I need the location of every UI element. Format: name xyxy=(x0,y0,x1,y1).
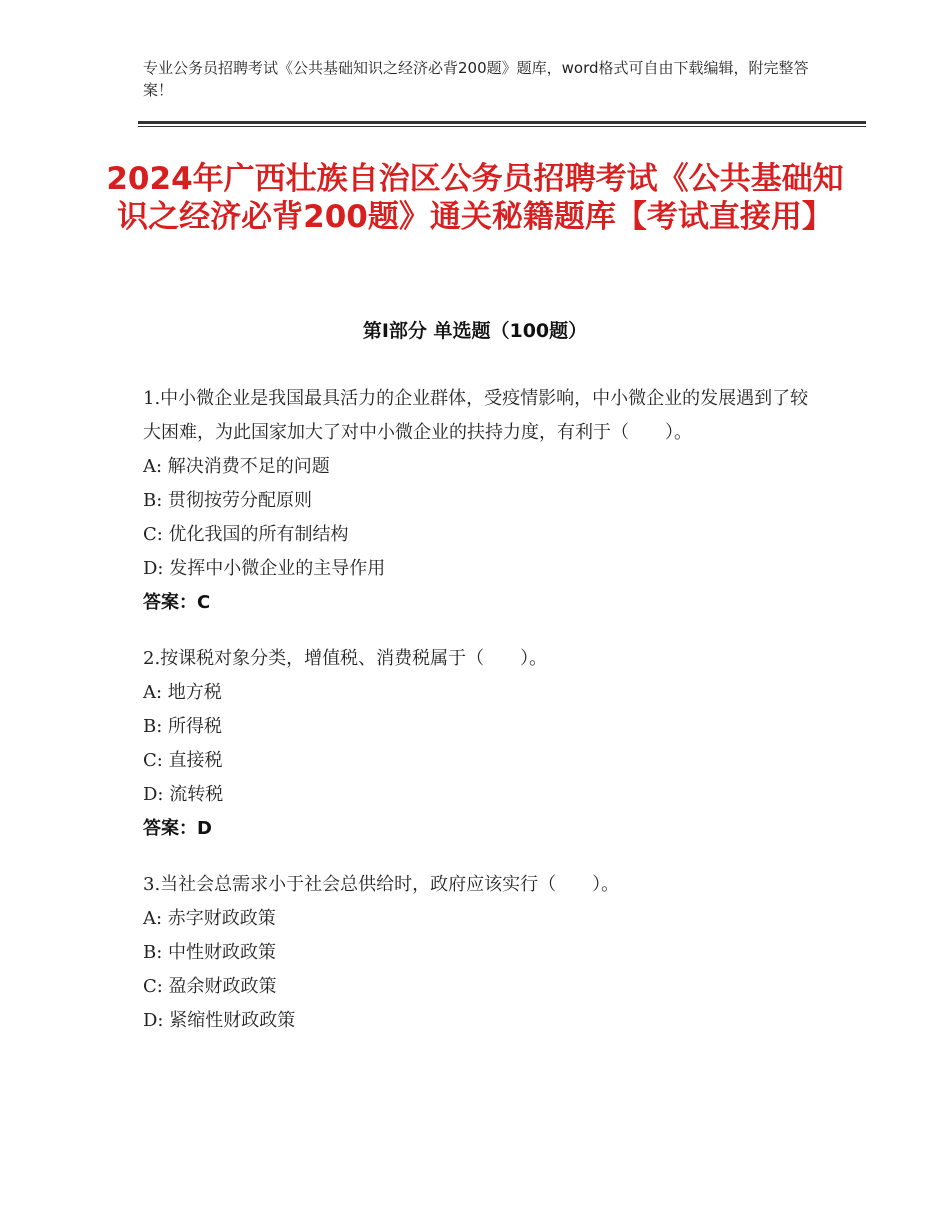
option-b: B: 贯彻按劳分配原则 xyxy=(143,490,313,511)
header-rule-thick xyxy=(138,121,866,124)
question-1 xyxy=(143,382,823,620)
option-a: A: 赤字财政政策 xyxy=(143,908,276,929)
question-stem: 3.当社会总需求小于社会总供给时，政府应该实行（ ）。 xyxy=(143,874,620,895)
answer: 答案：C xyxy=(143,592,211,613)
option-b: B: 所得税 xyxy=(143,716,223,737)
question-list xyxy=(143,382,823,1060)
option-d: D: 紧缩性财政政策 xyxy=(143,1010,296,1031)
option-c: C: 盈余财政政策 xyxy=(143,976,277,997)
section-title: 第Ⅰ部分 单选题（100题） xyxy=(362,320,588,342)
option-b: B: 中性财政政策 xyxy=(143,942,277,963)
option-d: D: 流转税 xyxy=(143,784,224,805)
question-stem: 1.中小微企业是我国最具活力的企业群体，受疫情影响，中小微企业的发展遇到了较大困难，为此国家加大了对中小微企业的扶持力度，有利于（ ）。 xyxy=(143,388,809,443)
document-title: 2024年广西壮族自治区公务员招聘考试《公共基础知识之经济必背200题》通关秘籍题库【考试直接用】 xyxy=(106,161,844,235)
header-note: 专业公务员招聘考试《公共基础知识之经济必背200题》题库，word格式可自由下载编辑，附完整答案！ xyxy=(143,59,809,99)
question-2 xyxy=(143,642,823,846)
question-stem: 2.按课税对象分类，增值税、消费税属于（ ）。 xyxy=(143,648,548,669)
option-c: C: 优化我国的所有制结构 xyxy=(143,524,349,545)
header-rule-thin xyxy=(138,126,866,127)
option-d: D: 发挥中小微企业的主导作用 xyxy=(143,558,386,579)
answer: 答案：D xyxy=(143,818,212,839)
option-a: A: 地方税 xyxy=(143,682,222,703)
option-c: C: 直接税 xyxy=(143,750,223,771)
question-3 xyxy=(143,868,823,1038)
option-a: A: 解决消费不足的问题 xyxy=(143,456,330,477)
